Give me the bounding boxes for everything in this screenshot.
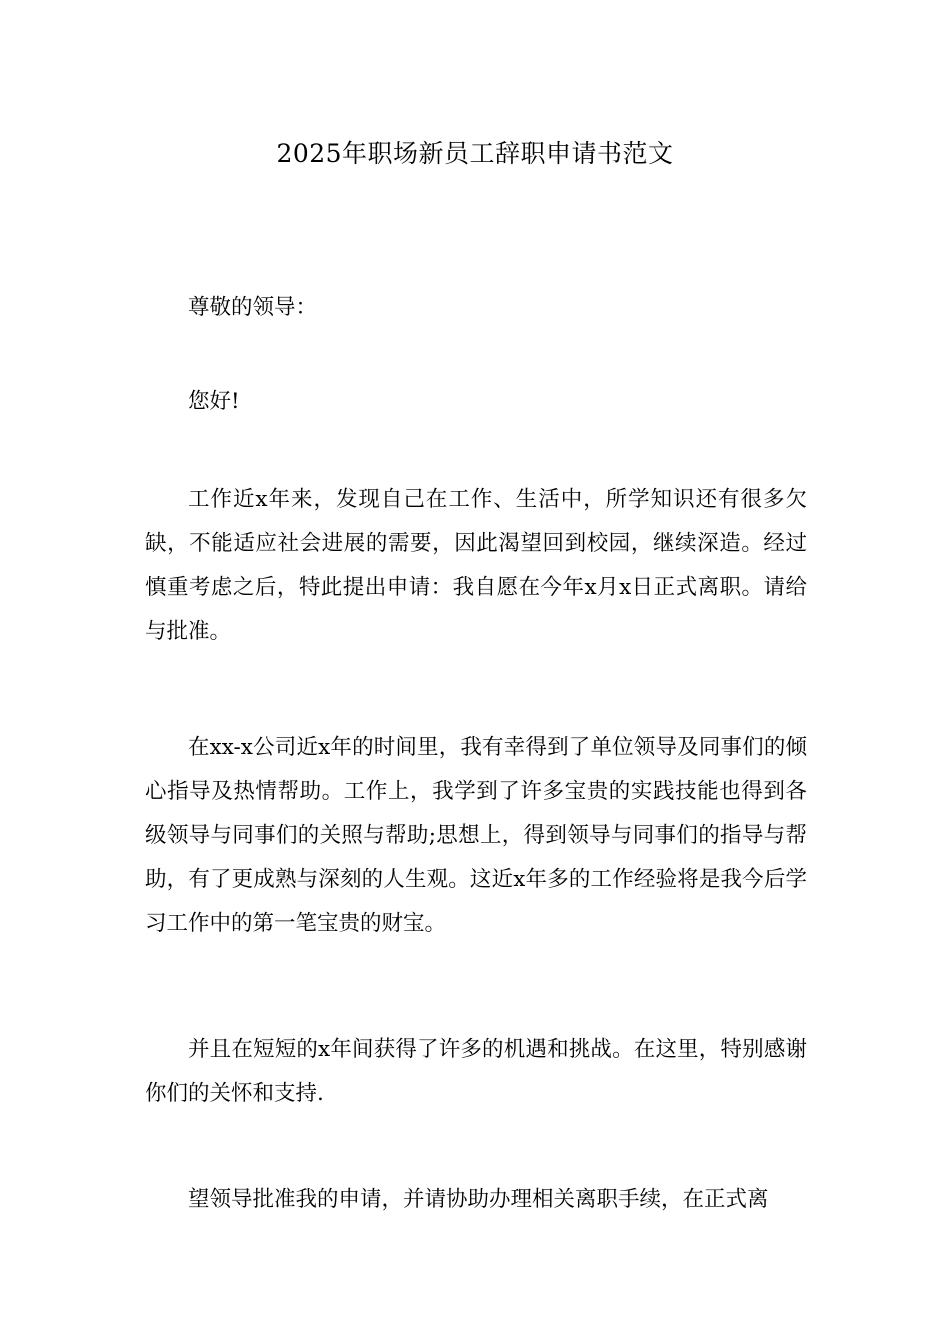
salutation: 尊敬的领导：	[188, 295, 318, 320]
document-title: 2025年职场新员工辞职申请书范文	[276, 139, 674, 168]
paragraph-gratitude: 在xx-x公司近x年的时间里，我有幸得到了单位领导及同事们的倾心指导及热情帮助。工作上，我学到了许多宝贵的实践技能也得到各级领导与同事们的关照与帮助;思想上，得到领导与同事们的指导与帮助，有了更成熟与深刻的人生观。这近x年多的工作经验将是我今后学习工作中的第一笔宝贵的财宝。	[145, 735, 807, 936]
greeting: 您好!	[188, 389, 240, 414]
paragraph-thanks: 并且在短短的x年间获得了许多的机遇和挑战。在这里，特别感谢你们的关怀和支持.	[145, 1037, 807, 1106]
paragraph-request: 望领导批准我的申请，并请协助办理相关离职手续，在正式离	[188, 1187, 769, 1212]
paragraph-reason: 工作近x年来，发现自己在工作、生活中，所学知识还有很多欠缺，不能适应社会进展的需要，因此渴望回到校园，继续深造。经过慎重考虑之后，特此提出申请：我自愿在今年x月x日正式离职。请给与批准。	[145, 487, 807, 644]
